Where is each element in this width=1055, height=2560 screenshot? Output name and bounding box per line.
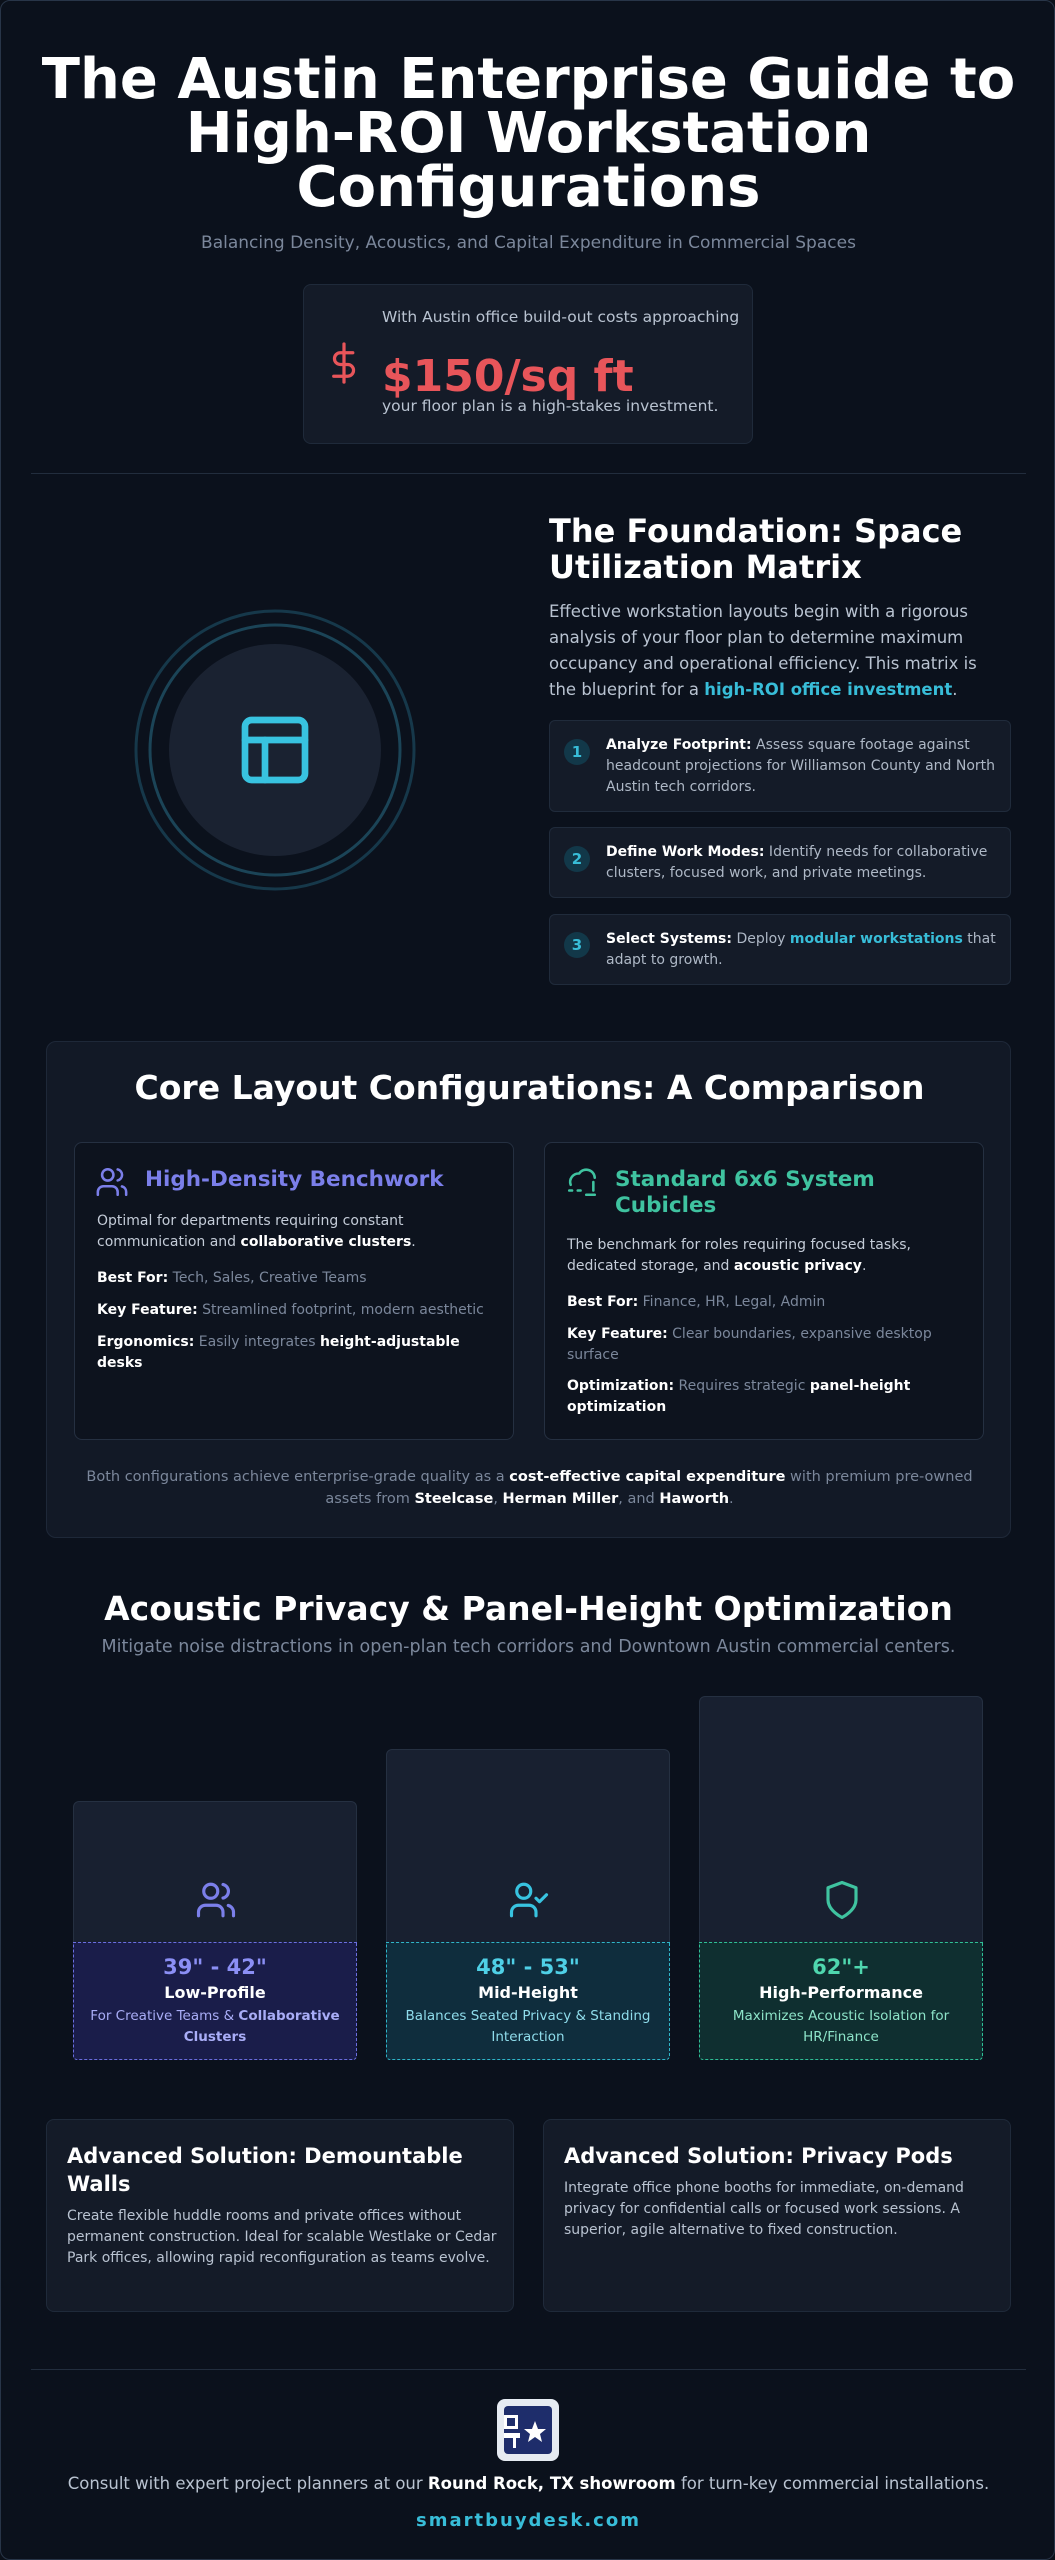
step-text: Analyze Footprint: Assess square footage against headcount projections for Williamson County and North Austin tech corridors. <box>606 737 996 795</box>
user-check-icon <box>508 1879 550 1921</box>
card-best-for: Best For: Tech, Sales, Creative Teams <box>97 1270 367 1286</box>
high-performance-label <box>699 1942 983 2060</box>
card-key-feature: Key Feature: Streamlined footprint, modern aesthetic <box>97 1302 484 1318</box>
website-link[interactable]: smartbuydesk.com <box>416 2510 641 2531</box>
step-number: 3 <box>564 932 590 958</box>
low-profile-label <box>73 1942 357 2060</box>
privacy-pods-card <box>543 2119 1011 2312</box>
card-best-for: Best For: Finance, HR, Legal, Admin <box>567 1294 826 1310</box>
advanced-body: Create flexible huddle rooms and private offices without permanent construction. Ideal for scalable Westlake or Cedar Park offices, allowing rapid reconfiguration as teams evolve. <box>67 2208 497 2266</box>
step-text: Select Systems: Deploy modular workstations that adapt to growth. <box>606 931 996 968</box>
dollar-icon <box>326 341 362 385</box>
card-title: Standard 6x6 System Cubicles <box>615 1167 875 1218</box>
layout-icon <box>235 710 315 790</box>
card-description: Optimal for departments requiring constant communication and collaborative clusters. <box>97 1213 416 1250</box>
layout-comparison-section <box>46 1041 1011 1538</box>
panel-level-desc: For Creative Teams & Collaborative Clusters <box>90 2008 340 2045</box>
step-item <box>549 914 1011 985</box>
step-item <box>549 827 1011 898</box>
layout-illustration <box>134 609 416 891</box>
cubicle-icon <box>565 1165 599 1199</box>
card-title: High-Density Benchwork <box>145 1167 444 1192</box>
panel-level-name: Mid-Height <box>478 1983 578 2002</box>
advanced-title: Advanced Solution: Privacy Pods <box>564 2144 953 2168</box>
demountable-walls-card <box>46 2119 514 2312</box>
mid-height-panel <box>386 1749 670 1943</box>
panel-level-name: Low-Profile <box>164 1983 266 2002</box>
panel-height-range: 62"+ <box>812 1955 870 1979</box>
step-number: 2 <box>564 846 590 872</box>
high-performance-panel <box>699 1696 983 1943</box>
panel-height-range: 48" - 53" <box>476 1955 580 1979</box>
shield-icon <box>821 1879 863 1921</box>
smartbuydesk-logo <box>497 2399 559 2461</box>
acoustic-title: Acoustic Privacy & Panel-Height Optimization <box>104 1589 953 1628</box>
card-ergonomics: Ergonomics: Easily integrates height-adjustable desks <box>97 1334 460 1371</box>
panel-level-name: High-Performance <box>759 1983 923 2002</box>
card-key-feature: Key Feature: Clear boundaries, expansive desktop surface <box>567 1326 932 1363</box>
foundation-body: Effective workstation layouts begin with a rigorous analysis of your floor plan to determine maximum occupancy and operational efficiency. This matrix is the blueprint for a high-ROI office investment. <box>549 602 977 699</box>
step-text: Define Work Modes: Identify needs for collaborative clusters, focused work, and private meetings. <box>606 844 988 881</box>
advanced-body: Integrate office phone booths for immediate, on-demand privacy for confidential calls or focused work sessions. A superior, agile alternative to fixed construction. <box>564 2180 964 2238</box>
page-subtitle: Balancing Density, Acoustics, and Capital Expenditure in Commercial Spaces <box>201 233 856 253</box>
panel-height-range: 39" - 42" <box>163 1955 267 1979</box>
panel-level-desc: Maximizes Acoustic Isolation for HR/Finance <box>732 2008 950 2045</box>
section-divider <box>31 473 1026 474</box>
cubicles-card <box>544 1142 984 1440</box>
mid-height-label <box>386 1942 670 2060</box>
comparison-title: Core Layout Configurations: A Comparison <box>134 1068 925 1107</box>
users-icon <box>95 1165 129 1199</box>
step-number: 1 <box>564 739 590 765</box>
page-title: The Austin Enterprise Guide to High-ROI Workstation Configurations <box>41 47 1016 220</box>
cost-intro-text: With Austin office build-out costs approaching <box>382 308 740 326</box>
low-profile-panel <box>73 1801 357 1943</box>
acoustic-subtitle: Mitigate noise distractions in open-plan tech corridors and Downtown Austin commercial centers. <box>101 1637 956 1657</box>
footer-text: Consult with expert project planners at our Round Rock, TX showroom for turn-key commercial installations. <box>67 2474 990 2493</box>
foundation-title: The Foundation: Space Utilization Matrix <box>549 512 963 586</box>
step-item <box>549 720 1011 812</box>
card-optimization: Optimization: Requires strategic panel-height optimization <box>567 1378 911 1415</box>
panel-level-desc: Balances Seated Privacy & Standing Interaction <box>405 2008 651 2045</box>
users-icon <box>195 1879 237 1921</box>
advanced-title: Advanced Solution: Demountable Walls <box>67 2144 463 2196</box>
card-description: The benchmark for roles requiring focused tasks, dedicated storage, and acoustic privacy. <box>567 1237 912 1274</box>
cost-outro-text: your floor plan is a high-stakes investment. <box>382 397 719 415</box>
logo-mark <box>497 2399 559 2461</box>
cost-callout <box>303 284 753 444</box>
benchwork-card <box>74 1142 514 1440</box>
comparison-note: Both configurations achieve enterprise-grade quality as a cost-effective capital expenditure with premium pre-owned assets from Steelcase, Herman Miller, and Haworth. <box>86 1469 973 1507</box>
cost-value: $150/sq ft <box>382 351 634 402</box>
footer-divider <box>31 2369 1026 2370</box>
